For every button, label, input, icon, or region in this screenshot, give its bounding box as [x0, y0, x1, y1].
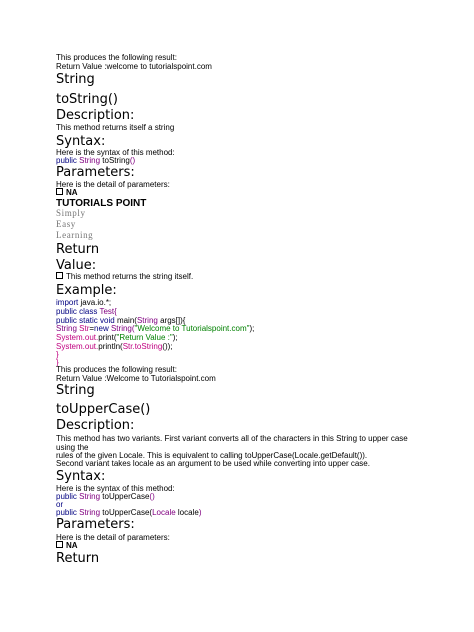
code-class-name: Test{: [99, 307, 117, 316]
parameters-na-text: NA: [66, 188, 78, 197]
syntax-code-line-1: [56, 492, 155, 501]
syntax-heading: Syntax:: [56, 469, 106, 484]
code-line-5: [56, 333, 178, 342]
parameters-intro-text: Here is the detail of parameters:: [56, 533, 170, 542]
code-variable: System.out.: [56, 333, 99, 342]
tagline-learning: Learning: [56, 230, 94, 240]
code-paren: (): [129, 156, 136, 165]
syntax-intro-text: Here is the syntax of this method:: [56, 148, 175, 157]
return-value-text: This method returns the string itself.: [66, 272, 194, 281]
result-intro-text: This produces the following result:: [56, 53, 177, 62]
code-text: );: [249, 324, 255, 333]
result-intro-text: This produces the following result:: [56, 365, 177, 374]
code-type: String(: [110, 324, 135, 333]
code-type: Locale: [152, 508, 176, 517]
checkbox-bullet-icon: [56, 188, 63, 195]
code-line-2: [56, 307, 117, 316]
syntax-code-line-2: [56, 508, 201, 517]
code-method-name: toUpperCase: [102, 492, 150, 501]
code-type: String: [79, 156, 101, 165]
code-keyword: public static void: [56, 316, 115, 325]
description-heading: Description:: [56, 108, 135, 123]
section-heading-string: String: [56, 383, 95, 398]
description-text-1: This method has two variants. First variant converts all of the characters in this String to upper case using the: [56, 434, 408, 452]
return-heading: Return: [56, 242, 100, 257]
code-paren: (): [149, 492, 155, 501]
parameters-na-item: [56, 541, 78, 550]
parameters-na-item: [56, 188, 78, 197]
code-keyword: public class: [56, 307, 98, 316]
description-text-3: Second variant takes locale as an argument to be used while converting into upper case.: [56, 459, 370, 468]
code-paren: ): [198, 508, 202, 517]
code-text: java.io.*;: [80, 298, 112, 307]
parameters-heading: Parameters:: [56, 517, 135, 532]
syntax-intro-text: Here is the syntax of this method:: [56, 484, 175, 493]
code-keyword: import: [56, 298, 79, 307]
description-heading: Description:: [56, 418, 135, 433]
code-method-name: toString: [102, 156, 130, 165]
syntax-code-line: [56, 156, 135, 165]
code-variable: Str.toString: [122, 342, 163, 351]
code-variable: Str: [79, 324, 90, 333]
code-text: ());: [162, 342, 173, 351]
code-line-7: }: [56, 350, 59, 359]
code-type: String: [79, 492, 101, 501]
code-text: );: [172, 333, 178, 342]
code-text: main(: [116, 316, 137, 325]
code-type: String: [136, 316, 158, 325]
code-line-4: [56, 324, 254, 333]
code-method-name: toUpperCase(: [102, 508, 153, 517]
result-value-text: Return Value :welcome to tutorialspoint.com: [56, 62, 212, 71]
code-text: println(: [98, 342, 123, 351]
tagline-simply: Simply: [56, 208, 86, 218]
return-value-item: [56, 272, 193, 281]
result-value-text: Return Value :Welcome to Tutorialspoint.com: [56, 374, 216, 383]
method-heading-tostring: toString(): [56, 92, 118, 107]
code-line-6: [56, 342, 173, 351]
code-keyword: public: [56, 492, 77, 501]
value-heading: Value:: [56, 258, 97, 273]
code-text: print(: [98, 333, 117, 342]
syntax-heading: Syntax:: [56, 134, 106, 149]
parameters-heading: Parameters:: [56, 165, 135, 180]
code-keyword: public: [56, 508, 77, 517]
parameters-na-text: NA: [66, 541, 78, 550]
description-text-2: rules of the given Locale. This is equivalent to calling toUpperCase(Locale.getDefault()).: [56, 451, 368, 460]
code-type: String: [56, 324, 77, 333]
code-keyword: public: [56, 156, 77, 165]
checkbox-bullet-icon: [56, 541, 63, 548]
code-param-name: locale: [177, 508, 199, 517]
code-keyword: new: [94, 324, 109, 333]
code-string: "Welcome to Tutorialspoint.com": [134, 324, 250, 333]
code-line-1: [56, 298, 111, 307]
parameters-intro-text: Here is the detail of parameters:: [56, 180, 170, 189]
method-heading-touppercase: toUpperCase(): [56, 402, 151, 417]
return-heading: Return: [56, 551, 100, 566]
code-text: args[]){: [160, 316, 186, 325]
code-string: "Return Value :": [116, 333, 173, 342]
description-text: This method returns itself a string: [56, 123, 175, 132]
checkbox-bullet-icon: [56, 272, 63, 279]
brand-name: TUTORIALS POINT: [56, 198, 147, 209]
section-heading-string: String: [56, 72, 95, 87]
example-heading: Example:: [56, 283, 117, 298]
code-type: String: [79, 508, 101, 517]
syntax-or-text: or: [56, 500, 64, 509]
code-line-8: }: [56, 358, 59, 367]
code-variable: System.out.: [56, 342, 99, 351]
code-text: =: [89, 324, 95, 333]
tagline-easy: Easy: [56, 219, 76, 229]
